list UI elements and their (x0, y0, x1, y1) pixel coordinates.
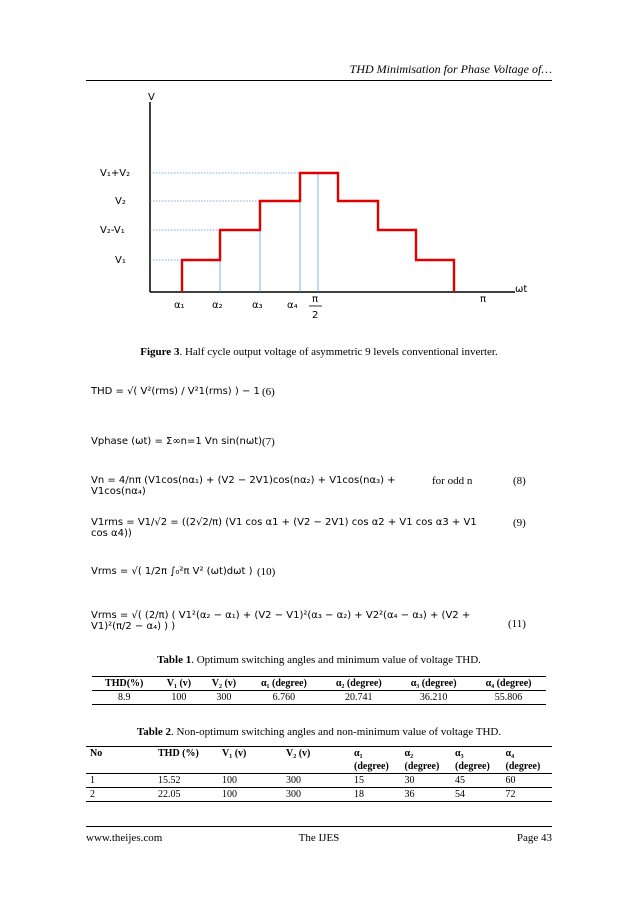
header-rule (86, 80, 552, 81)
waveform-figure (90, 88, 550, 328)
table2-cell: 15 (354, 775, 364, 786)
table2-cell: 22.05 (158, 789, 181, 800)
table2-header: α₂ (404, 748, 414, 759)
table2-subheader-row (86, 760, 552, 774)
angle-label-pi-half-den: 2 (312, 310, 319, 321)
equation-6: THD = √( V²(rms) / V²1(rms) ) − 1 (91, 386, 260, 397)
table2-cell: 100 (222, 775, 237, 786)
table1-cell: 8.9 (117, 692, 131, 703)
table2-cell: 30 (404, 775, 415, 786)
table2-subheader (282, 760, 350, 774)
table1-header: α₁ (degree) (260, 678, 307, 689)
table1-cell: 300 (216, 692, 232, 703)
angle-label-alpha1: α₁ (174, 300, 185, 311)
table1-header: THD(%) (105, 678, 144, 689)
level-label-v2-minus-v1: V₂-V₁ (100, 225, 125, 236)
figure-caption (0, 346, 638, 358)
table1-header-row (92, 677, 546, 691)
level-label-v1-plus-v2: V₁+V₂ (100, 168, 131, 179)
footer-page: Page 43 (516, 832, 552, 844)
table2-cell: 45 (455, 775, 465, 786)
level-guides (150, 173, 300, 260)
angle-label-pi: π (480, 294, 487, 305)
table1-header: α₃ (degree) (410, 678, 457, 689)
table2-caption (0, 726, 638, 738)
table-2 (86, 746, 552, 802)
level-label-v1: V₁ (115, 255, 126, 266)
table2-cell: 1 (90, 775, 95, 786)
level-label-v2: V₂ (115, 196, 126, 207)
x-axis-label: ωt (515, 284, 528, 295)
table2-header: THD (%) (158, 748, 199, 759)
table2-subheader: (degree) (455, 761, 490, 772)
angle-label-pi-half-num: π (312, 294, 319, 305)
table-1 (92, 676, 546, 705)
table1-header: α₄ (degree) (485, 678, 532, 689)
table2-subheader (154, 760, 218, 774)
table-row (86, 774, 552, 788)
equation-9: V1rms = V1/√2 = ((2√2/π) (V1 cos α1 + (V2 − 2V1) cos α2 + V1 cos α3 + V1 cos α4)) (91, 517, 477, 539)
table2-cell: 300 (286, 775, 301, 786)
angle-label-alpha2: α₂ (212, 300, 223, 311)
table2-header: α₃ (455, 748, 464, 759)
table1-header: V₂ (v) (211, 678, 237, 689)
table2-cell: 300 (286, 789, 301, 800)
table2-subheader: (degree) (354, 761, 389, 772)
table1-header: α₂ (degree) (335, 678, 382, 689)
table1-caption-text: . Optimum switching angles and minimum value of voltage THD. (191, 654, 481, 666)
table2-subheader: (degree) (505, 761, 541, 772)
equation-10: Vrms = √( 1/2π ∫₀²π V² (ωt)dωt ) (91, 566, 253, 577)
footer-journal: The IJES (298, 832, 340, 844)
table2-cell: 15.52 (158, 775, 181, 786)
table2-header: α₄ (505, 748, 515, 759)
table2-header: V₁ (v) (222, 748, 247, 759)
angle-label-alpha4: α₄ (287, 300, 298, 311)
table2-cell: 60 (505, 775, 516, 786)
running-head: THD Minimisation for Phase Voltage of… (349, 62, 552, 76)
table2-cell: 2 (90, 789, 95, 800)
table2-caption-text: . Non-optimum switching angles and non-minimum value of voltage THD. (171, 726, 502, 738)
equation-11-number: (11) (508, 618, 526, 630)
equation-7-number: (7) (262, 436, 275, 448)
table1-cell: 20.741 (345, 692, 373, 703)
table2-header: No (90, 748, 103, 759)
equation-11: Vrms = √( (2/π) ( V1²(α₂ − α₁) + (V2 − V1)²(α₃ − α₂) + V2²(α₄ − α₃) + (V2 + V1)²(π/2 − α₄) ) ) (91, 610, 471, 632)
table1-caption (0, 654, 638, 666)
table1-cell: 36.210 (419, 692, 448, 703)
table1-caption-label: Table 1 (157, 654, 192, 666)
equation-10-number: (10) (257, 566, 276, 578)
table2-cell: 100 (222, 789, 237, 800)
angle-label-alpha3: α₃ (252, 300, 263, 311)
y-axis-label: V (148, 92, 155, 103)
equation-9-number: (9) (513, 517, 526, 529)
equation-8-number: (8) (513, 475, 526, 487)
equation-8-condition: for odd n (432, 475, 473, 487)
table2-header: α₁ (354, 748, 363, 759)
figure-caption-label: Figure 3 (140, 346, 180, 358)
table-row (92, 691, 546, 705)
table2-cell: 18 (354, 789, 364, 800)
angle-guides (220, 173, 318, 292)
table2-header-row (86, 747, 552, 761)
footer-url: www.theijes.com (86, 832, 163, 844)
table1-cell: 100 (171, 692, 187, 703)
equation-7: Vphase (ωt) = Σ∞n=1 Vn sin(nωt) (91, 436, 263, 447)
footer-rule (86, 826, 552, 827)
table2-header: V₂ (v) (286, 748, 311, 759)
table2-cell: 36 (404, 789, 415, 800)
table2-cell: 54 (455, 789, 465, 800)
equation-6-number: (6) (262, 386, 275, 398)
table2-cell: 72 (505, 789, 516, 800)
table2-subheader (86, 760, 154, 774)
table1-header: V₁ (v) (166, 678, 192, 689)
table2-subheader: (degree) (404, 761, 440, 772)
table2-subheader (218, 760, 282, 774)
table-row (86, 788, 552, 802)
table2-caption-label: Table 2 (136, 726, 172, 738)
equation-8: Vn = 4/nπ (V1cos(nα₁) + (V2 − 2V1)cos(nα₂) + V1cos(nα₃) + V1cos(nα₄) (91, 475, 396, 497)
table1-cell: 55.806 (494, 692, 523, 703)
table1-cell: 6.760 (272, 692, 296, 703)
figure-caption-text: . Half cycle output voltage of asymmetric 9 levels conventional inverter. (179, 346, 498, 358)
